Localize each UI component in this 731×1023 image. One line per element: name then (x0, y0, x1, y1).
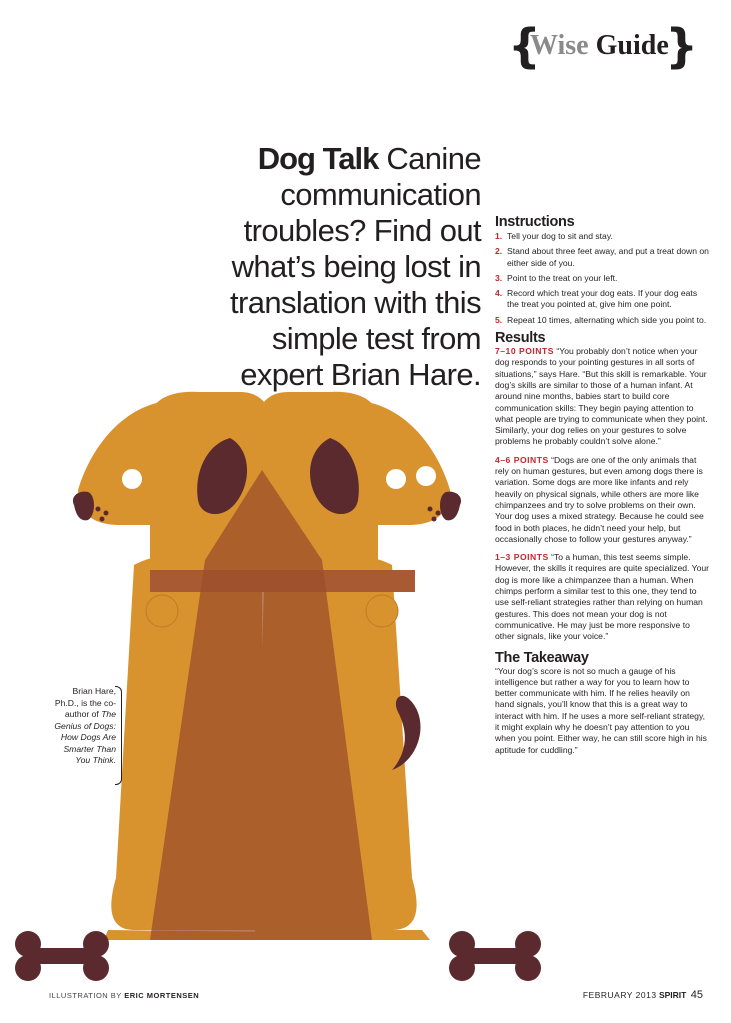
headline-deck: Canine communication troubles? Find out what’s being lost in translation with this simple test from expert Brian Hare. (229, 141, 481, 392)
instruction-step (495, 315, 711, 326)
result-paragraph (495, 552, 711, 642)
folio (583, 989, 703, 1001)
takeaway-text: “Your dog’s score is not so much a gauge of his intelligence but rather a way for you to learn how to better communicate with him. If he relies heavily on hand signals, you’ll know that this is a great way to interact with him. If he uses a more self-reliant strategy, it might explain why he doesn’t pay attention to you when you point. Either way, he can still score high in his aptitude for cuddling.” (495, 665, 707, 755)
credit-name: ERIC MORTENSEN (124, 991, 200, 1000)
step-text: Repeat 10 times, alternating which side you point to. (507, 314, 707, 325)
bone-right (449, 931, 541, 981)
instructions-heading: Instructions (495, 214, 575, 230)
page-number: 45 (690, 989, 703, 1001)
result-text: “To a human, this test seems simple. However, the skills it requires are quite specialized. Your dog is more like a chimpanzee than a human. When chimps perform a similar test to this one, they tend to use self-reliant strategies rather than relying on human gestures. This does not mean your dog is not communicative. He may just be more responsive to other signals, like your voice.” (495, 552, 709, 642)
instructions-list (495, 231, 711, 326)
takeaway-heading: The Takeaway (495, 649, 589, 666)
step-number: 1. (495, 231, 503, 241)
author-caption (54, 686, 116, 767)
step-text: Point to the treat on your left. (507, 272, 618, 283)
results-heading: Results (495, 330, 546, 347)
instruction-step (495, 273, 711, 284)
step-number: 4. (495, 288, 503, 299)
step-number: 3. (495, 272, 503, 283)
result-label: 7–10 POINTS (495, 346, 554, 357)
step-number: 5. (495, 314, 503, 325)
headline-title: Dog Talk (257, 141, 379, 176)
magazine-name: SPIRIT (658, 990, 687, 1000)
badge-word-guide: Guide (595, 30, 669, 61)
instruction-step (495, 246, 711, 269)
badge-bracket-left: { (508, 19, 541, 73)
result-paragraph (495, 455, 711, 545)
instruction-step (495, 288, 711, 311)
issue-date: FEBRUARY 2013 (582, 990, 657, 1000)
step-text: Record which treat your dog eats. If your dog eats the treat you pointed at, give him one point. (507, 288, 698, 310)
result-label: 1–3 POINTS (495, 552, 549, 563)
caption-book-title: The Genius of Dogs: How Dogs Are Smarter Than You Think. (54, 709, 116, 765)
badge-bracket-right: } (665, 19, 698, 73)
bone-left (15, 931, 109, 981)
step-number: 2. (495, 246, 503, 257)
result-paragraph (495, 346, 711, 448)
step-text: Stand about three feet away, and put a treat down on either side of you. (507, 246, 709, 268)
headline (201, 141, 481, 393)
credit-prefix: ILLUSTRATION BY (49, 991, 122, 1000)
illustration-credit (49, 991, 199, 1000)
result-text: “Dogs are one of the only animals that rely on human gestures, but even among dogs there is variation. Some dogs are more like infants and rely heavily on physical signals, while others are more like chimpanzees and try to solve problems on their own. Your dog uses a mixed strategy. Because he could see food in both places, he didn’t need your help, but occasionally chose to follow your gestures anyway.” (495, 454, 704, 544)
step-text: Tell your dog to sit and stay. (507, 231, 613, 241)
article-column (495, 214, 711, 763)
badge-word-wise: Wise (530, 30, 589, 61)
caption-text: Brian Hare, Ph.D., is the co-author of (54, 686, 116, 719)
instruction-step (495, 231, 711, 242)
caption-bracket (115, 686, 122, 785)
result-label: 4–6 POINTS (495, 454, 549, 465)
result-text: “You probably don’t notice when your dog responds to your pointing gestures in all sorts of situations,” says Hare. “But this skill is remarkable. Your dog’s skills are similar to those of a human infant. At around nine months, babies start to build core communication skills: They begin paying attention to what people are trying to communicate when they point. Similarly, your dog relies on your gestures to solve problems he probably couldn’t solve alone.” (495, 346, 708, 447)
